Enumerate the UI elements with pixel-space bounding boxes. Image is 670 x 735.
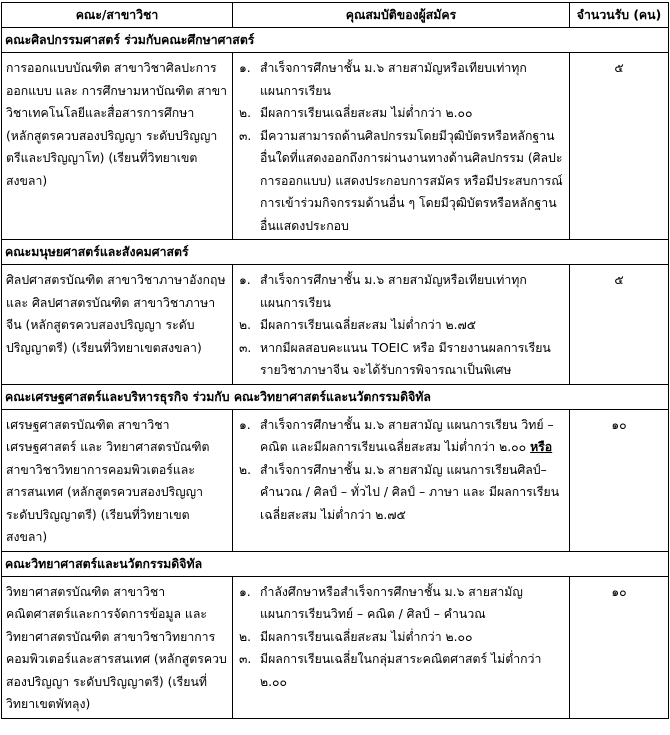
- qualification-number: ๓.: [239, 340, 252, 355]
- qualification-number: ๒.: [239, 318, 252, 332]
- qualification-list: [239, 581, 563, 694]
- section-title: คณะศิลปกรรมศาสตร์ ร่วมกับคณะศึกษาศาสตร์: [2, 28, 669, 53]
- qualification-number: ๑.: [239, 584, 251, 599]
- program-name: วิทยาศาสตรบัณฑิต สาขาวิชาคณิตศาสตร์และการจัดการข้อมูล และวิทยาศาสตรบัณฑิต สาขาวิชาวิทยาการคอมพิวเตอร์และสารสนเทศ (หลักสูตรควบสองปริญญา ระดับปริญญาตรี) (เรียนที่วิทยาเขตพัทลุง): [2, 576, 233, 718]
- qualification-number: ๑.: [239, 417, 251, 432]
- qualification-list: [239, 269, 563, 382]
- qualification-cell: [233, 576, 570, 718]
- qualification-item: [239, 314, 563, 337]
- qualification-item: [239, 269, 563, 314]
- qualification-item: [239, 337, 563, 382]
- qualification-item: [239, 648, 563, 693]
- qualification-item: [239, 459, 563, 527]
- seat-count: ๑๐: [570, 409, 669, 551]
- qualification-text: สำเร็จการศึกษาชั้น ม.๖ สายสามัญ แผนการเรียนศิลป์–คำนวณ / ศิลป์ – ทั่วไป / ศิลป์ – ภาษา และ มีผลการเรียนเฉลี่ยสะสม ไม่ต่ำกว่า ๒.๗๕: [260, 462, 560, 522]
- seat-count: ๕: [570, 265, 669, 385]
- program-name: เศรษฐศาสตรบัณฑิต สาขาวิชาเศรษฐศาสตร์ และ วิทยาศาสตรบัณฑิต สาขาวิชาวิทยาการคอมพิวเตอร์และสารสนเทศ (หลักสูตรควบสองปริญญา ระดับปริญญาตรี) (เรียนที่วิทยาเขตสงขลา): [2, 409, 233, 551]
- qualification-cell: [233, 53, 570, 240]
- qualification-text: มีผลการเรียนเฉลี่ยสะสม ไม่ต่ำกว่า ๒.๐๐: [260, 106, 473, 120]
- seat-count: ๑๐: [570, 576, 669, 718]
- qualification-text: หากมีผลสอบคะแนน TOEIC หรือ มีรายงานผลการเรียนรายวิชาภาษาจีน จะได้รับการพิจารณาเป็นพิเศษ: [260, 340, 551, 377]
- qualification-number: ๑.: [239, 273, 251, 287]
- section-row: [2, 28, 669, 53]
- program-row: [2, 53, 669, 240]
- section-row: [2, 551, 669, 576]
- qualification-cell: [233, 265, 570, 385]
- qualification-text: มีผลการเรียนเฉลี่ยในกลุ่มสาระคณิตศาสตร์ ไม่ต่ำกว่า ๒.๐๐: [260, 652, 542, 689]
- header-row: [2, 3, 669, 28]
- program-name: การออกแบบบัณฑิต สาขาวิชาศิลปะการออกแบบ และ การศึกษามหาบัณฑิต สาขาวิชาเทคโนโลยีและสื่อสารการศึกษา (หลักสูตรควบสองปริญญา ระดับปริญญาตรีและปริญญาโท) (เรียนที่วิทยาเขตสงขลา): [2, 53, 233, 240]
- qualification-number: ๒.: [239, 462, 252, 477]
- section-title: คณะเศรษฐศาสตร์และบริหารธุรกิจ ร่วมกับ คณะวิทยาศาสตร์และนวัตกรรมดิจิทัล: [2, 384, 669, 409]
- qualification-text: สำเร็จการศึกษาชั้น ม.๖ สายสามัญ แผนการเรียน วิทย์ – คณิต และมีผลการเรียนเฉลี่ยสะสม ไม่ต่ำกว่า ๒.๐๐: [260, 417, 554, 454]
- qualification-list: [239, 57, 563, 237]
- seat-count: ๕: [570, 53, 669, 240]
- qualification-item: [239, 102, 563, 125]
- or-emphasis: หรือ: [530, 440, 553, 454]
- header-program: คณะ/สาขาวิชา: [2, 3, 233, 28]
- section-row: [2, 384, 669, 409]
- qualification-number: ๒.: [239, 629, 252, 644]
- section-title: คณะวิทยาศาสตร์และนวัตกรรมดิจิทัล: [2, 551, 669, 576]
- qualification-item: [239, 57, 563, 102]
- section-row: [2, 240, 669, 265]
- qualification-text: กำลังศึกษาหรือสำเร็จการศึกษาชั้น ม.๖ สายสามัญ แผนการเรียนวิทย์ – คณิต / ศิลป์ – คำนวณ: [260, 584, 523, 621]
- qualification-text: สำเร็จการศึกษาชั้น ม.๖ สายสามัญหรือเทียบเท่าทุกแผนการเรียน: [260, 273, 527, 310]
- header-qualifications: คุณสมบัติของผู้สมัคร: [233, 3, 570, 28]
- qualification-item: [239, 125, 563, 238]
- qualification-text: มีผลการเรียนเฉลี่ยสะสม ไม่ต่ำกว่า ๒.๐๐: [260, 629, 473, 644]
- qualification-text: สำเร็จการศึกษาชั้น ม.๖ สายสามัญหรือเทียบเท่าทุกแผนการเรียน: [260, 61, 527, 98]
- program-row: [2, 265, 669, 385]
- qualification-number: ๒.: [239, 106, 252, 120]
- program-row: [2, 576, 669, 718]
- qualification-number: ๑.: [239, 61, 251, 75]
- qualification-text: มีความสามารถด้านศิลปกรรมโดยมีวุฒิบัตรหรือหลักฐานอื่นใดที่แสดงออกถึงการผ่านงานทางด้านศิลปกรรม (ศิลปะการออกแบบ) แสดงประกอบการสมัคร หรือมีประสบการณ์การเข้าร่วมกิจกรรมด้านอื่น ๆ โดยมีวุฒิบัตรหรือหลักฐานอื่นแสดงประกอบ: [260, 128, 563, 233]
- qualification-cell: [233, 409, 570, 551]
- program-row: [2, 409, 669, 551]
- header-seats: จำนวนรับ (คน): [570, 3, 669, 28]
- qualification-item: [239, 581, 563, 626]
- qualification-number: ๓.: [239, 128, 252, 143]
- qualification-text: มีผลการเรียนเฉลี่ยสะสม ไม่ต่ำกว่า ๒.๗๕: [260, 318, 477, 332]
- qualification-item: [239, 626, 563, 649]
- qualification-item: [239, 414, 563, 459]
- section-title: คณะมนุษยศาสตร์และสังคมศาสตร์: [2, 240, 669, 265]
- program-name: ศิลปศาสตรบัณฑิต สาขาวิชาภาษาอังกฤษ และ ศิลปศาสตรบัณฑิต สาขาวิชาภาษาจีน (หลักสูตรควบสองปริญญา ระดับปริญญาตรี) (เรียนที่วิทยาเขตสงขลา): [2, 265, 233, 385]
- qualification-number: ๓.: [239, 652, 252, 666]
- admission-table: [1, 2, 669, 719]
- qualification-list: [239, 414, 563, 527]
